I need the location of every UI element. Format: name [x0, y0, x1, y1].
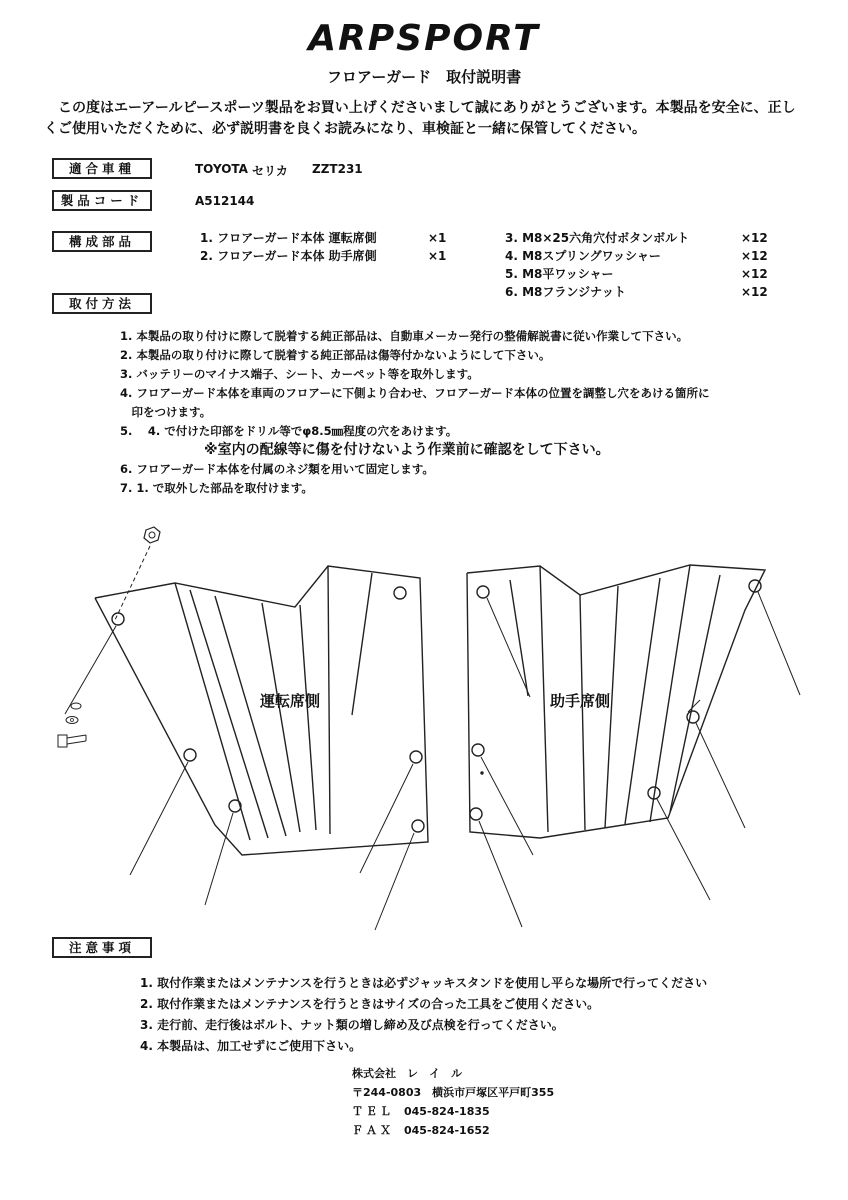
brand-logo: ARPSPORT: [308, 18, 540, 59]
intro-paragraph: この度はエーアールピースポーツ製品をお買い上げくださいまして誠にありがとうございます。本製品を安全に、正しくご使用いただくために、必ず説明書を良くお読みになり、車検証と一緒に保管してください。: [44, 100, 796, 137]
product-code-label: 製品コード: [52, 190, 152, 211]
list-item: 7. 1. で取外した部品を取付けます。: [120, 481, 313, 495]
list-item: 2. 取付作業またはメンテナンスを行うときはサイズの合った工具をご使用ください。: [140, 997, 600, 1011]
list-item: ※室内の配線等に傷を付けないよう作業前に確認をして下さい。: [120, 442, 610, 458]
product-code-value: A512144: [195, 194, 255, 208]
list-item: 印をつけます。: [120, 405, 212, 419]
list-item: 1. 本製品の取り付けに際して脱着する純正部品は、自動車メーカー発行の整備解説書に従い作業して下さい。: [120, 329, 689, 343]
vehicle-model: セリカ: [252, 164, 288, 178]
company-fax: ＦＡＸ 045-824-1652: [352, 1124, 490, 1137]
driver-side-panel: [65, 566, 428, 930]
list-item: 3. M8×25六角穴付ボタンボルト ×12: [505, 231, 768, 245]
company-tel: ＴＥＬ 045-824-1835: [352, 1105, 490, 1118]
hardware-stack: [58, 527, 160, 747]
list-item: 6. M8フランジナット ×12: [505, 285, 768, 299]
vehicle-code: ZZT231: [312, 162, 363, 176]
company-address: 〒244-0803 横浜市戸塚区平戸町355: [352, 1086, 555, 1099]
cautions-label: 注意事項: [52, 937, 152, 958]
cautions-list: [140, 973, 707, 1057]
list-item: 4. 本製品は、加工せずにご使用下さい。: [140, 1039, 362, 1053]
document-title: フロアーガード 取付説明書: [326, 68, 522, 86]
driver-side-label: 運転席側: [260, 692, 321, 710]
vehicle-label: 適合車種: [52, 158, 152, 179]
list-item: 6. フロアーガード本体を付属のネジ類を用いて固定します。: [120, 462, 434, 476]
list-item: 2. 本製品の取り付けに際して脱着する純正部品は傷等付かないようにして下さい。: [120, 348, 551, 362]
method-label: 取付方法: [52, 293, 152, 314]
vehicle-make: TOYOTA: [195, 162, 248, 176]
list-item: 3. 走行前、走行後はボルト、ナット類の増し締め及び点検を行ってください。: [140, 1018, 564, 1032]
list-item: 1. 取付作業またはメンテナンスを行うときは必ずジャッキスタンドを使用し平らな場所で行ってください: [140, 976, 708, 990]
passenger-side-label: 助手席側: [550, 692, 611, 710]
company-name: 株式会社 レ イ ル: [352, 1067, 462, 1080]
list-item: 2. フロアーガード本体 助手席側 ×1: [200, 249, 447, 263]
components-label: 構成部品: [52, 231, 152, 252]
list-item: 3. バッテリーのマイナス端子、シート、カーペット等を取外します。: [120, 367, 479, 381]
list-item: 4. M8スプリングワッシャー ×12: [505, 249, 768, 263]
list-item: 5. 4. で付けた印部をドリル等でφ8.5㎜程度の穴をあけます。: [120, 424, 458, 438]
list-item: 5. M8平ワッシャー ×12: [505, 267, 768, 281]
passenger-side-panel: [467, 565, 800, 927]
list-item: 1. フロアーガード本体 運転席側 ×1: [200, 231, 447, 245]
list-item: 4. フロアーガード本体を車両のフロアーに下側より合わせ、フロアーガード本体の位置を調整し穴をあける箇所に: [120, 386, 710, 400]
company-block: [352, 1064, 554, 1140]
